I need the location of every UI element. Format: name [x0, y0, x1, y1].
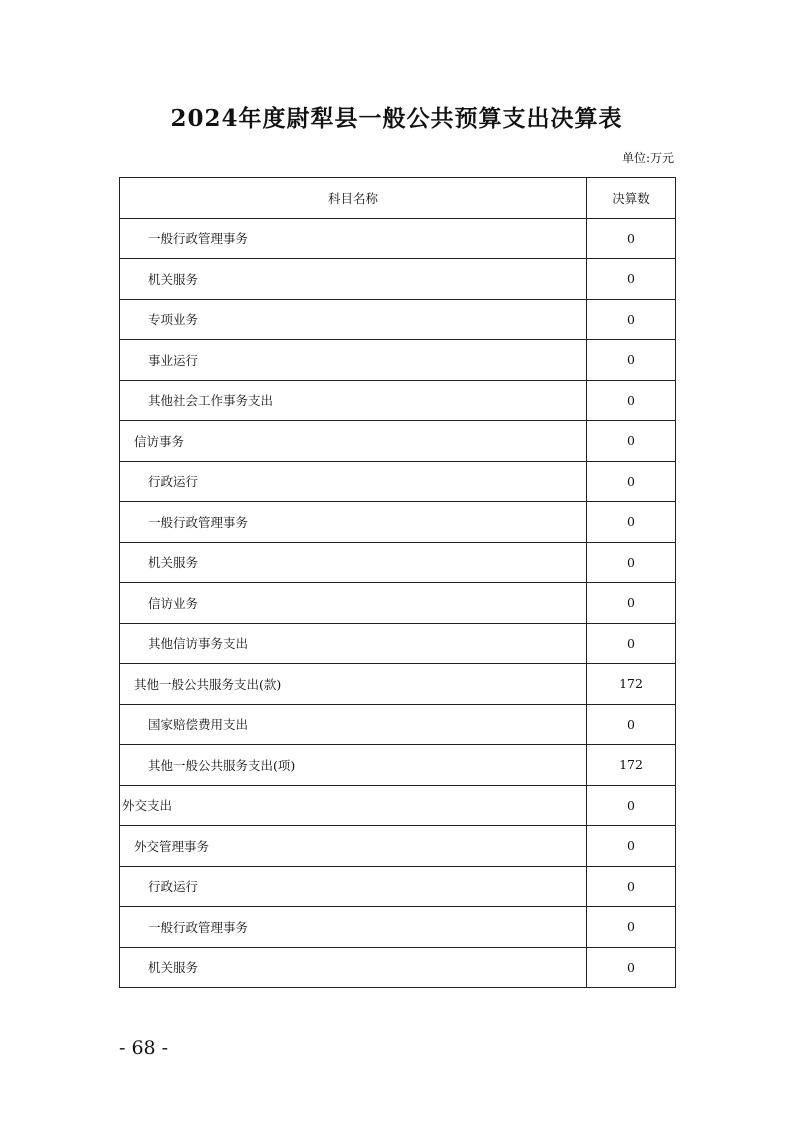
table-row — [120, 218, 676, 259]
table-row — [120, 421, 676, 462]
table-row — [120, 583, 676, 624]
subject-name-cell: 其他社会工作事务支出 — [120, 380, 587, 421]
table-body — [120, 218, 676, 988]
table-row — [120, 907, 676, 948]
final-amount-cell: 0 — [587, 299, 676, 340]
final-amount-cell: 172 — [587, 664, 676, 705]
table-row — [120, 623, 676, 664]
unit-label: 单位:万元 — [621, 151, 674, 165]
table-header-row — [120, 178, 676, 219]
subject-name-cell: 事业运行 — [120, 340, 587, 381]
final-amount-cell: 0 — [587, 866, 676, 907]
subject-name-cell: 行政运行 — [120, 461, 587, 502]
final-amount-cell: 0 — [587, 421, 676, 462]
final-amount-cell: 0 — [587, 502, 676, 543]
subject-name-cell: 其他一般公共服务支出(项) — [120, 745, 587, 786]
table-row — [120, 866, 676, 907]
subject-name-cell: 专项业务 — [120, 299, 587, 340]
final-amount-cell: 0 — [587, 259, 676, 300]
table-row — [120, 542, 676, 583]
final-amount-cell: 0 — [587, 542, 676, 583]
table-row — [120, 380, 676, 421]
subject-name-cell: 信访事务 — [120, 421, 587, 462]
table-row — [120, 947, 676, 988]
final-amount-cell: 0 — [587, 704, 676, 745]
table-row — [120, 785, 676, 826]
table-row — [120, 259, 676, 300]
table-row — [120, 664, 676, 705]
subject-name-cell: 机关服务 — [120, 259, 587, 300]
subject-name-cell: 机关服务 — [120, 947, 587, 988]
subject-name-cell: 外交管理事务 — [120, 826, 587, 867]
subject-name-cell: 行政运行 — [120, 866, 587, 907]
final-amount-cell: 0 — [587, 947, 676, 988]
table-row — [120, 826, 676, 867]
header-final-amount: 决算数 — [587, 178, 676, 219]
subject-name-cell: 信访业务 — [120, 583, 587, 624]
subject-name-cell: 外交支出 — [120, 785, 587, 826]
final-amount-cell: 0 — [587, 340, 676, 381]
final-amount-cell: 0 — [587, 583, 676, 624]
final-amount-cell: 0 — [587, 380, 676, 421]
final-amount-cell: 0 — [587, 218, 676, 259]
page-title: 2024年度尉犁县一般公共预算支出决算表 — [170, 105, 623, 132]
final-amount-cell: 0 — [587, 826, 676, 867]
final-amount-cell: 0 — [587, 461, 676, 502]
subject-name-cell: 国家赔偿费用支出 — [120, 704, 587, 745]
budget-table — [119, 177, 676, 988]
subject-name-cell: 一般行政管理事务 — [120, 502, 587, 543]
table-row — [120, 461, 676, 502]
subject-name-cell: 其他信访事务支出 — [120, 623, 587, 664]
subject-name-cell: 机关服务 — [120, 542, 587, 583]
table-row — [120, 299, 676, 340]
table-row — [120, 340, 676, 381]
final-amount-cell: 0 — [587, 623, 676, 664]
header-subject-name: 科目名称 — [120, 178, 587, 219]
final-amount-cell: 0 — [587, 785, 676, 826]
table-row — [120, 704, 676, 745]
final-amount-cell: 172 — [587, 745, 676, 786]
subject-name-cell: 一般行政管理事务 — [120, 907, 587, 948]
subject-name-cell: 其他一般公共服务支出(款) — [120, 664, 587, 705]
table-row — [120, 745, 676, 786]
page-number: - 68 - — [119, 1037, 169, 1059]
final-amount-cell: 0 — [587, 907, 676, 948]
table-row — [120, 502, 676, 543]
subject-name-cell: 一般行政管理事务 — [120, 218, 587, 259]
